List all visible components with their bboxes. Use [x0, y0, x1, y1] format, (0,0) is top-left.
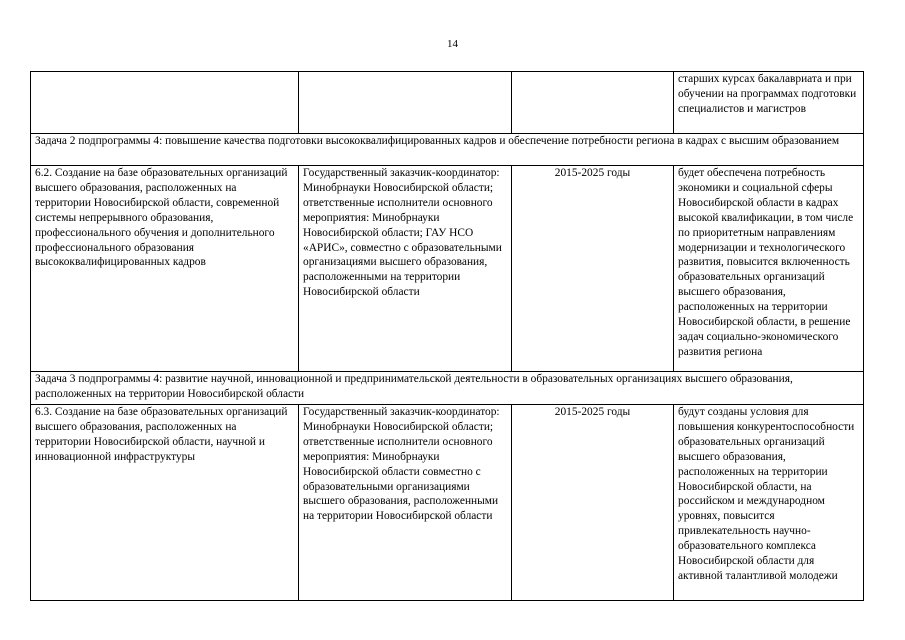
task-row-2 [31, 134, 864, 166]
activity-cell-empty [31, 72, 299, 134]
task-row-3 [31, 372, 864, 405]
task-2-heading: Задача 2 подпрограммы 4: повышение качества подготовки высококвалифицированных кадров и обеспечение потребности региона в кадрах с высшим образованием [31, 134, 864, 166]
result-cell: будет обеспечена потребность экономики и социальной сферы Новосибирской области в кадрах высокой квалификации, в том числе по приоритетным направлениям модернизации и технологического развития, повысится включенность образовательных организаций высшего образования, расположенных на территории Новосибирской области, в решение задач социально-экономического развития региона [674, 166, 864, 372]
period-cell: 2015-2025 годы [512, 166, 674, 372]
executor-cell: Государственный заказчик-координатор: Минобрнауки Новосибирской области; ответственные исполнители основного мероприятия: Минобрнауки Новосибирской области совместно с образовательными организациями высшего образования, расположенными на территории Новосибирской области [299, 405, 512, 601]
task-3-heading: Задача 3 подпрограммы 4: развитие научной, инновационной и предпринимательской деятельности в образовательных организациях высшего образования, расположенных на территории Новосибирской области [31, 372, 864, 405]
executor-cell: Государственный заказчик-координатор: Минобрнауки Новосибирской области; ответственные исполнители основного мероприятия: Минобрнауки Новосибирской области; ГАУ НСО «АРИС», совместно с образовательными организациями высшего образования, расположенными на территории Новосибирской области [299, 166, 512, 372]
period-cell: 2015-2025 годы [512, 405, 674, 601]
table-row-continuation [31, 72, 864, 134]
activity-cell: 6.2. Создание на базе образовательных организаций высшего образования, расположенных на территории Новосибирской области, современной системы непрерывного образования, профессионального обучения и дополнительного профессионального образования высококвалифицированных кадров [31, 166, 299, 372]
activity-cell: 6.3. Создание на базе образовательных организаций высшего образования, расположенных на территории Новосибирской области, научной и инновационной инфраструктуры [31, 405, 299, 601]
result-cell: будут созданы условия для повышения конкурентоспособности образовательных организаций высшего образования, расположенных на территории Новосибирской области, на российском и международном уровнях, повысится привлекательность научно-образовательного комплекса Новосибирской области для активной талантливой молодежи [674, 405, 864, 601]
table-row-6-2 [31, 166, 864, 372]
measures-table [30, 71, 864, 601]
table-row-6-3 [31, 405, 864, 601]
page-number: 14 [447, 38, 458, 50]
period-cell-empty [512, 72, 674, 134]
result-cell: старших курсах бакалавриата и при обучении на программах подготовки специалистов и магистров [674, 72, 864, 134]
executor-cell-empty [299, 72, 512, 134]
